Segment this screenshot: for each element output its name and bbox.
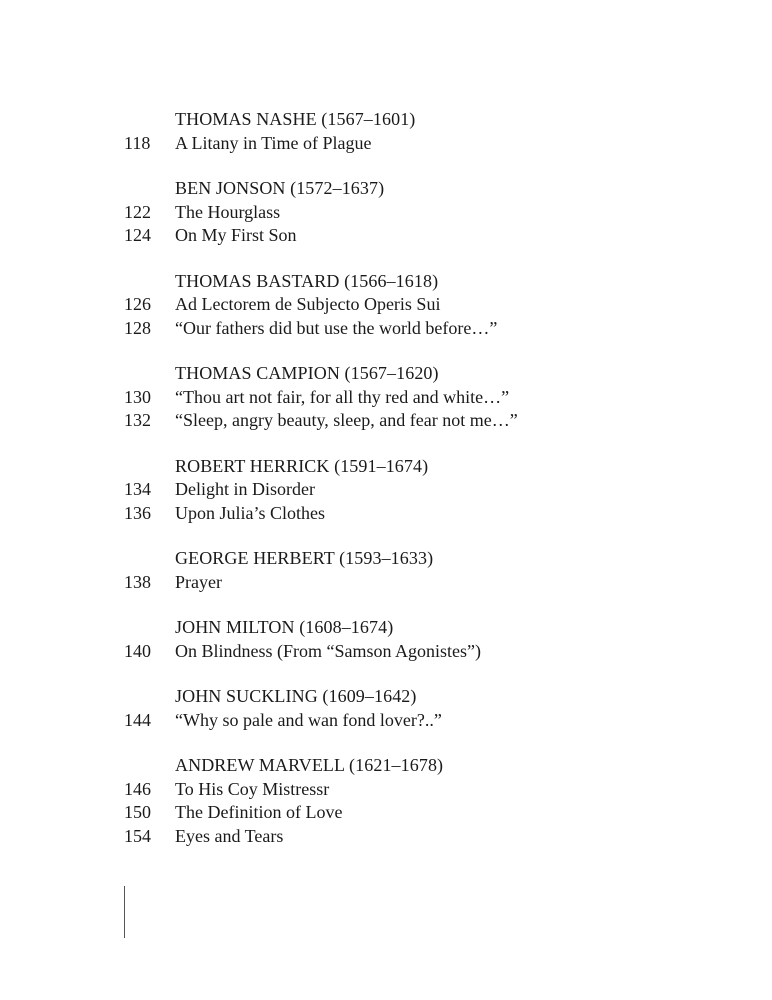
toc-section-suckling <box>0 685 772 732</box>
toc-section-herbert <box>0 547 772 594</box>
poem-title: Delight in Disorder <box>175 479 315 499</box>
toc-entry[interactable] <box>0 801 772 825</box>
author-heading <box>0 616 772 640</box>
page-number: 124 <box>124 225 151 245</box>
author-name: GEORGE HERBERT (1593–1633) <box>175 548 434 568</box>
author-heading <box>0 362 772 386</box>
page-number: 130 <box>124 386 151 407</box>
table-of-contents <box>0 108 772 870</box>
page-number: 126 <box>124 294 151 314</box>
toc-section-herrick <box>0 455 772 526</box>
poem-title: On Blindness (From “Samson Agonistes”) <box>175 640 481 661</box>
toc-entry[interactable] <box>0 201 772 225</box>
toc-entry[interactable] <box>0 502 772 526</box>
page-number: 136 <box>124 502 151 523</box>
author-heading <box>0 547 772 571</box>
page-number: 128 <box>124 317 151 338</box>
toc-section-milton <box>0 616 772 663</box>
poem-title: “Why so pale and wan fond lover?..” <box>175 709 442 730</box>
page-number: 122 <box>124 201 151 222</box>
page-number: 150 <box>124 802 151 822</box>
poem-title: To His Coy Mistressr <box>175 778 330 799</box>
margin-rule <box>124 886 125 938</box>
page-number: 140 <box>124 640 151 661</box>
author-heading <box>0 685 772 709</box>
poem-title: The Hourglass <box>175 201 281 222</box>
page-number: 154 <box>124 825 151 846</box>
toc-entry[interactable] <box>0 825 772 849</box>
poem-title: “Thou art not fair, for all thy red and white…” <box>175 386 510 407</box>
toc-entry[interactable] <box>0 709 772 733</box>
toc-entry[interactable] <box>0 409 772 433</box>
poem-title: Upon Julia’s Clothes <box>175 502 326 523</box>
author-name: ROBERT HERRICK (1591–1674) <box>175 455 429 476</box>
toc-entry[interactable] <box>0 386 772 410</box>
toc-section-campion <box>0 362 772 433</box>
author-name: JOHN SUCKLING (1609–1642) <box>175 686 417 706</box>
toc-entry[interactable] <box>0 224 772 248</box>
poem-title: Eyes and Tears <box>175 825 284 846</box>
toc-entry[interactable] <box>0 317 772 341</box>
poem-title: On My First Son <box>175 225 297 245</box>
author-heading <box>0 177 772 201</box>
poem-title: “Sleep, angry beauty, sleep, and fear not me…” <box>175 410 518 430</box>
toc-entry[interactable] <box>0 132 772 156</box>
toc-entry[interactable] <box>0 640 772 664</box>
toc-entry[interactable] <box>0 778 772 802</box>
author-heading <box>0 108 772 132</box>
author-name: THOMAS NASHE (1567–1601) <box>175 109 416 129</box>
poem-title: A Litany in Time of Plague <box>175 132 372 153</box>
toc-section-jonson <box>0 177 772 248</box>
toc-section-bastard <box>0 270 772 341</box>
toc-entry[interactable] <box>0 478 772 502</box>
author-heading <box>0 455 772 479</box>
page-number: 146 <box>124 778 151 799</box>
poem-title: Ad Lectorem de Subjecto Operis Sui <box>175 294 441 314</box>
author-name: THOMAS BASTARD (1566–1618) <box>175 270 439 291</box>
page-number: 118 <box>124 132 151 153</box>
poem-title: “Our fathers did but use the world before…” <box>175 317 498 338</box>
toc-entry[interactable] <box>0 571 772 595</box>
page-number: 132 <box>124 410 151 430</box>
page-number: 144 <box>124 709 151 730</box>
toc-entry[interactable] <box>0 293 772 317</box>
author-name: THOMAS CAMPION (1567–1620) <box>175 363 439 383</box>
poem-title: Prayer <box>175 571 222 592</box>
author-heading <box>0 754 772 778</box>
toc-section-marvell <box>0 754 772 848</box>
page-number: 134 <box>124 479 151 499</box>
author-name: BEN JONSON (1572–1637) <box>175 178 385 198</box>
author-heading <box>0 270 772 294</box>
toc-section-nashe <box>0 108 772 155</box>
author-name: JOHN MILTON (1608–1674) <box>175 617 394 637</box>
page-number: 138 <box>124 571 151 592</box>
poem-title: The Definition of Love <box>175 802 343 822</box>
author-name: ANDREW MARVELL (1621–1678) <box>175 755 444 775</box>
